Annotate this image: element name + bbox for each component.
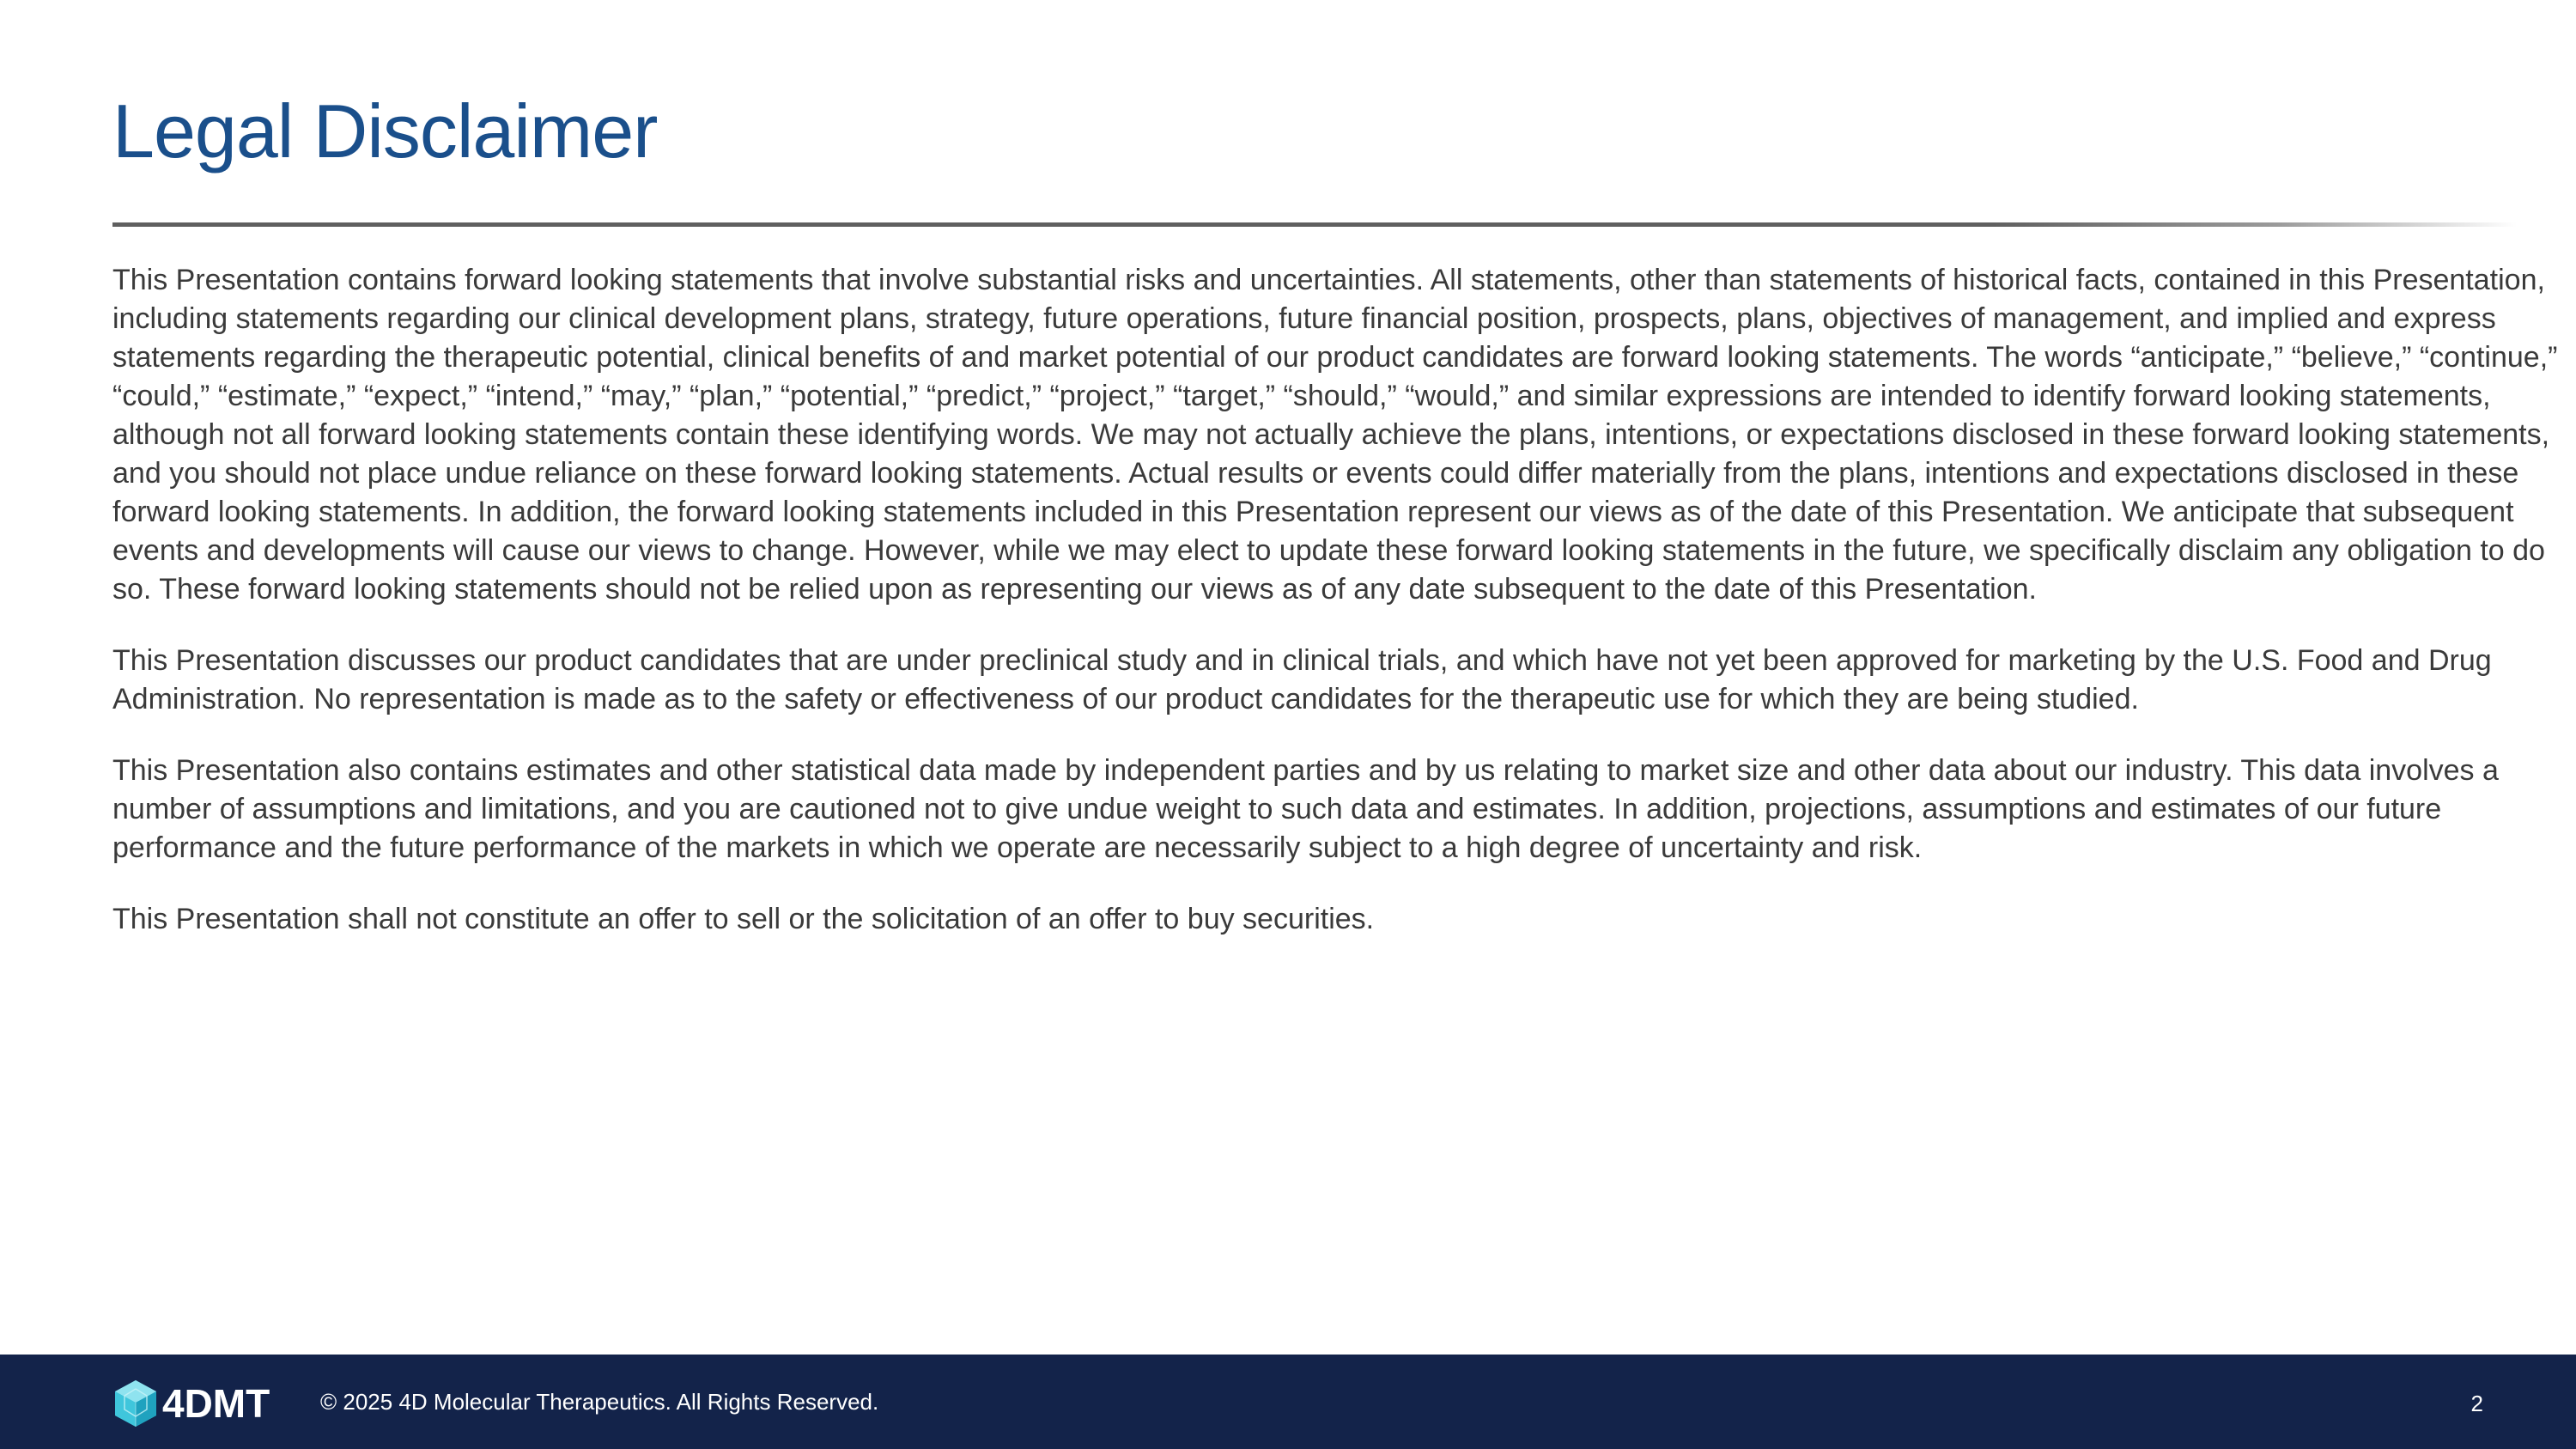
hexagon-cube-logo-icon (112, 1379, 159, 1428)
disclaimer-paragraph-no-offer: This Presentation shall not constitute an offer to sell or the solicitation of an offer to buy securities. (112, 903, 1375, 935)
disclaimer-paragraph-product-candidates: This Presentation discusses our product candidates that are under preclinical study and in clinical trials, and which have not yet been approved for marketing by the U.S. Food and Drug Administration. No representation is made as to the safety or effectiveness of our product candidates for the therapeutic use for which they are being studied. (112, 644, 2492, 715)
company-logo (112, 1379, 270, 1428)
page-title: Legal Disclaimer (112, 88, 658, 174)
page-number: 2 (2470, 1391, 2483, 1416)
disclaimer-paragraph-forward-looking: This Presentation contains forward looking statements that involve substantial risks and uncertainties. All statements, other than statements of historical facts, contained in this Presentation, including statements regarding our clinical development plans, strategy, future operations, future financial position, prospects, plans, objectives of management, and implied and express statements regarding the therapeutic potential, clinical benefits of and market potential of our product candidates are forward looking statements. The words “anticipate,” “believe,” “continue,” “could,” “estimate,” “expect,” “intend,” “may,” “plan,” “potential,” “predict,” “project,” “target,” “should,” “would,” and similar expressions are intended to identify forward looking statements, although not all forward looking statements contain these identifying words. We may not actually achieve the plans, intentions, or expectations disclosed in these forward looking statements, and you should not place undue reliance on these forward looking statements. Actual results or events could differ materially from the plans, intentions and expectations disclosed in these forward looking statements. In addition, the forward looking statements included in this Presentation represent our views as of the date of this Presentation. We anticipate that subsequent events and developments will cause our views to change. However, while we may elect to update these forward looking statements in the future, we specifically disclaim any obligation to do so. These forward looking statements should not be relied upon as representing our views as of any date subsequent to the date of this Presentation. (112, 264, 2558, 606)
disclaimer-body (112, 261, 2568, 971)
title-divider (112, 222, 2517, 227)
logo-wordmark: 4DMT (162, 1381, 270, 1426)
disclaimer-paragraph-statistical-data: This Presentation also contains estimates and other statistical data made by independent parties and by us relating to market size and other data about our industry. This data involves a number of assumptions and limitations, and you are cautioned not to give undue weight to such data and estimates. In addition, projections, assumptions and estimates of our future performance and the future performance of the markets in which we operate are necessarily subject to a high degree of uncertainty and risk. (112, 754, 2499, 864)
footer-bar (0, 1355, 2576, 1449)
copyright-notice: © 2025 4D Molecular Therapeutics. All Rights Reserved. (320, 1389, 879, 1415)
